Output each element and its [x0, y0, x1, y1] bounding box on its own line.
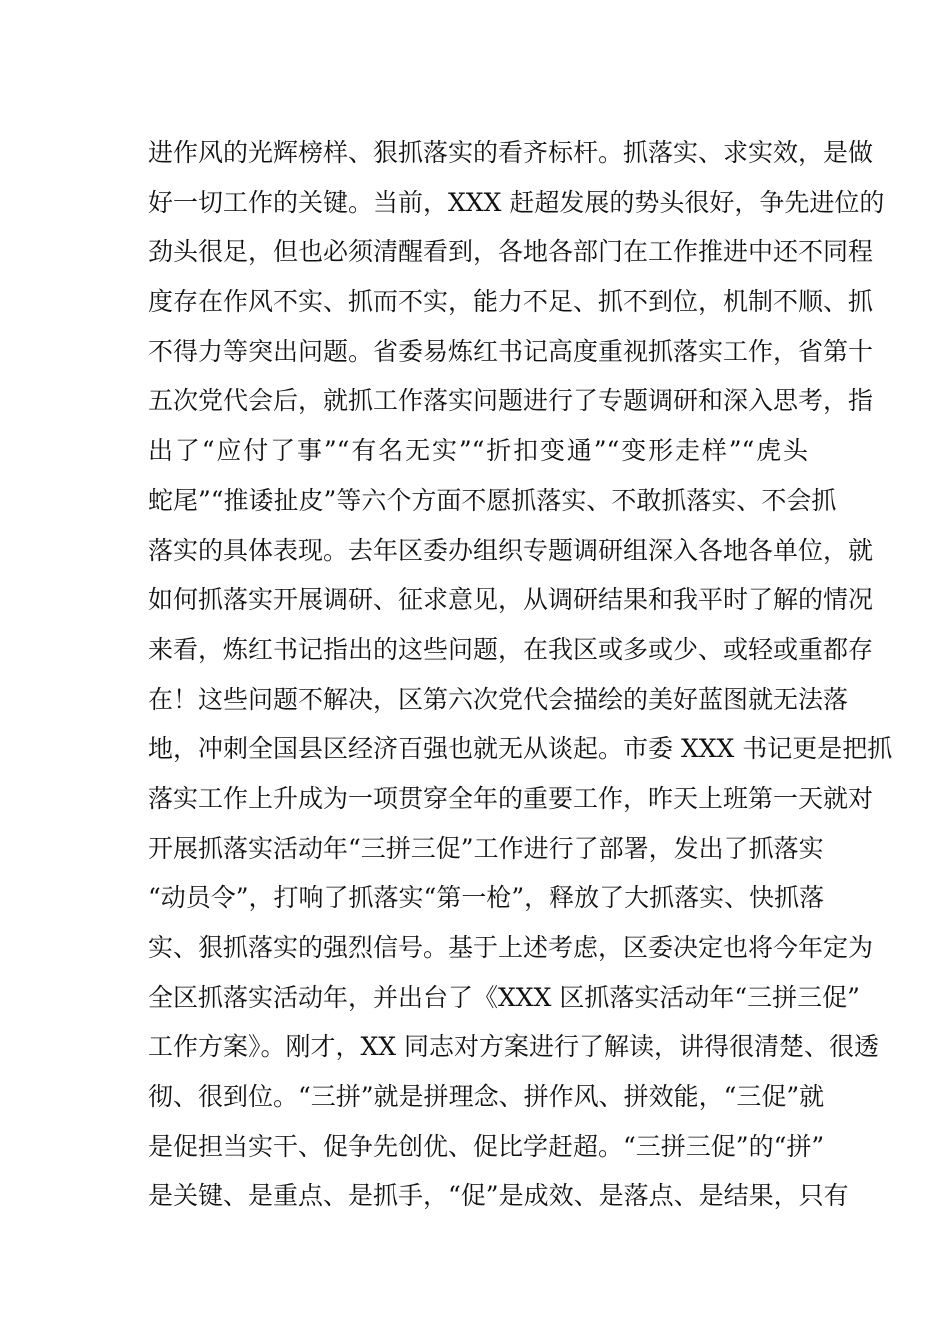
text-line-10: 如何抓落实开展调研、征求意见，从调研结果和我平时了解的情况	[148, 585, 874, 615]
text-line-15: 开展抓落实活动年“三拼三促”工作进行了部署，发出了抓落实	[148, 833, 824, 863]
text-line-4: 度存在作风不实、抓而不实，能力不足、抓不到位，机制不顺、抓	[148, 287, 874, 317]
text-line-19: 工作方案》。刚才，XX 同志对方案进行了解读，讲得很清楚、很透	[148, 1032, 880, 1062]
text-line-22: 是关键、是重点、是抓手，“促”是成效、是落点、是结果，只有	[148, 1181, 849, 1211]
text-line-18: 全区抓落实活动年，并出台了《XXX 区抓落实活动年“三拼三促”	[148, 982, 860, 1012]
text-line-2: 好一切工作的关键。当前，XXX 赶超发展的势头很好，争先进位的	[148, 187, 885, 217]
body-paragraph	[148, 128, 893, 1221]
text-line-20: 彻、很到位。“三拼”就是拼理念、拼作风、拼效能，“三促”就	[148, 1082, 825, 1112]
text-line-13: 地，冲刺全国县区经济百强也就无从谈起。市委 XXX 书记更是把抓	[148, 734, 893, 764]
text-line-1: 进作风的光辉榜样、狠抓落实的看齐标杆。抓落实、求实效，是做	[148, 138, 874, 167]
text-line-5: 不得力等突出问题。省委易炼红书记高度重视抓落实工作，省第十	[148, 336, 874, 366]
text-line-9: 落实的具体表现。去年区委办组织专题调研组深入各地各单位，就	[148, 535, 874, 565]
text-line-11: 来看，炼红书记指出的这些问题，在我区或多或少、或轻或重都存	[148, 634, 874, 664]
text-line-12: 在！这些问题不解决，区第六次党代会描绘的美好蓝图就无法落	[148, 684, 849, 714]
text-line-3: 劲头很足，但也必须清醒看到，各地各部门在工作推进中还不同程	[148, 237, 874, 267]
text-line-6: 五次党代会后，就抓工作落实问题进行了专题调研和深入思考，指	[148, 386, 874, 416]
text-line-8: 蛇尾”“推诿扯皮”等六个方面不愿抓落实、不敢抓落实、不会抓	[148, 485, 837, 515]
text-line-17: 实、狠抓落实的强烈信号。基于上述考虑，区委决定也将今年定为	[148, 933, 874, 962]
text-line-7: 出了“应付了事”“有名无实”“折扣变通”“变形走样”“虎头	[148, 436, 808, 466]
text-line-16: “动员令”，打响了抓落实“第一枪”，释放了大抓落实、快抓落	[148, 883, 825, 913]
text-line-21: 是促担当实干、促争先创优、促比学赶超。“三拼三促”的“拼”	[148, 1131, 825, 1161]
text-line-14: 落实工作上升成为一项贯穿全年的重要工作，昨天上班第一天就对	[148, 783, 874, 813]
